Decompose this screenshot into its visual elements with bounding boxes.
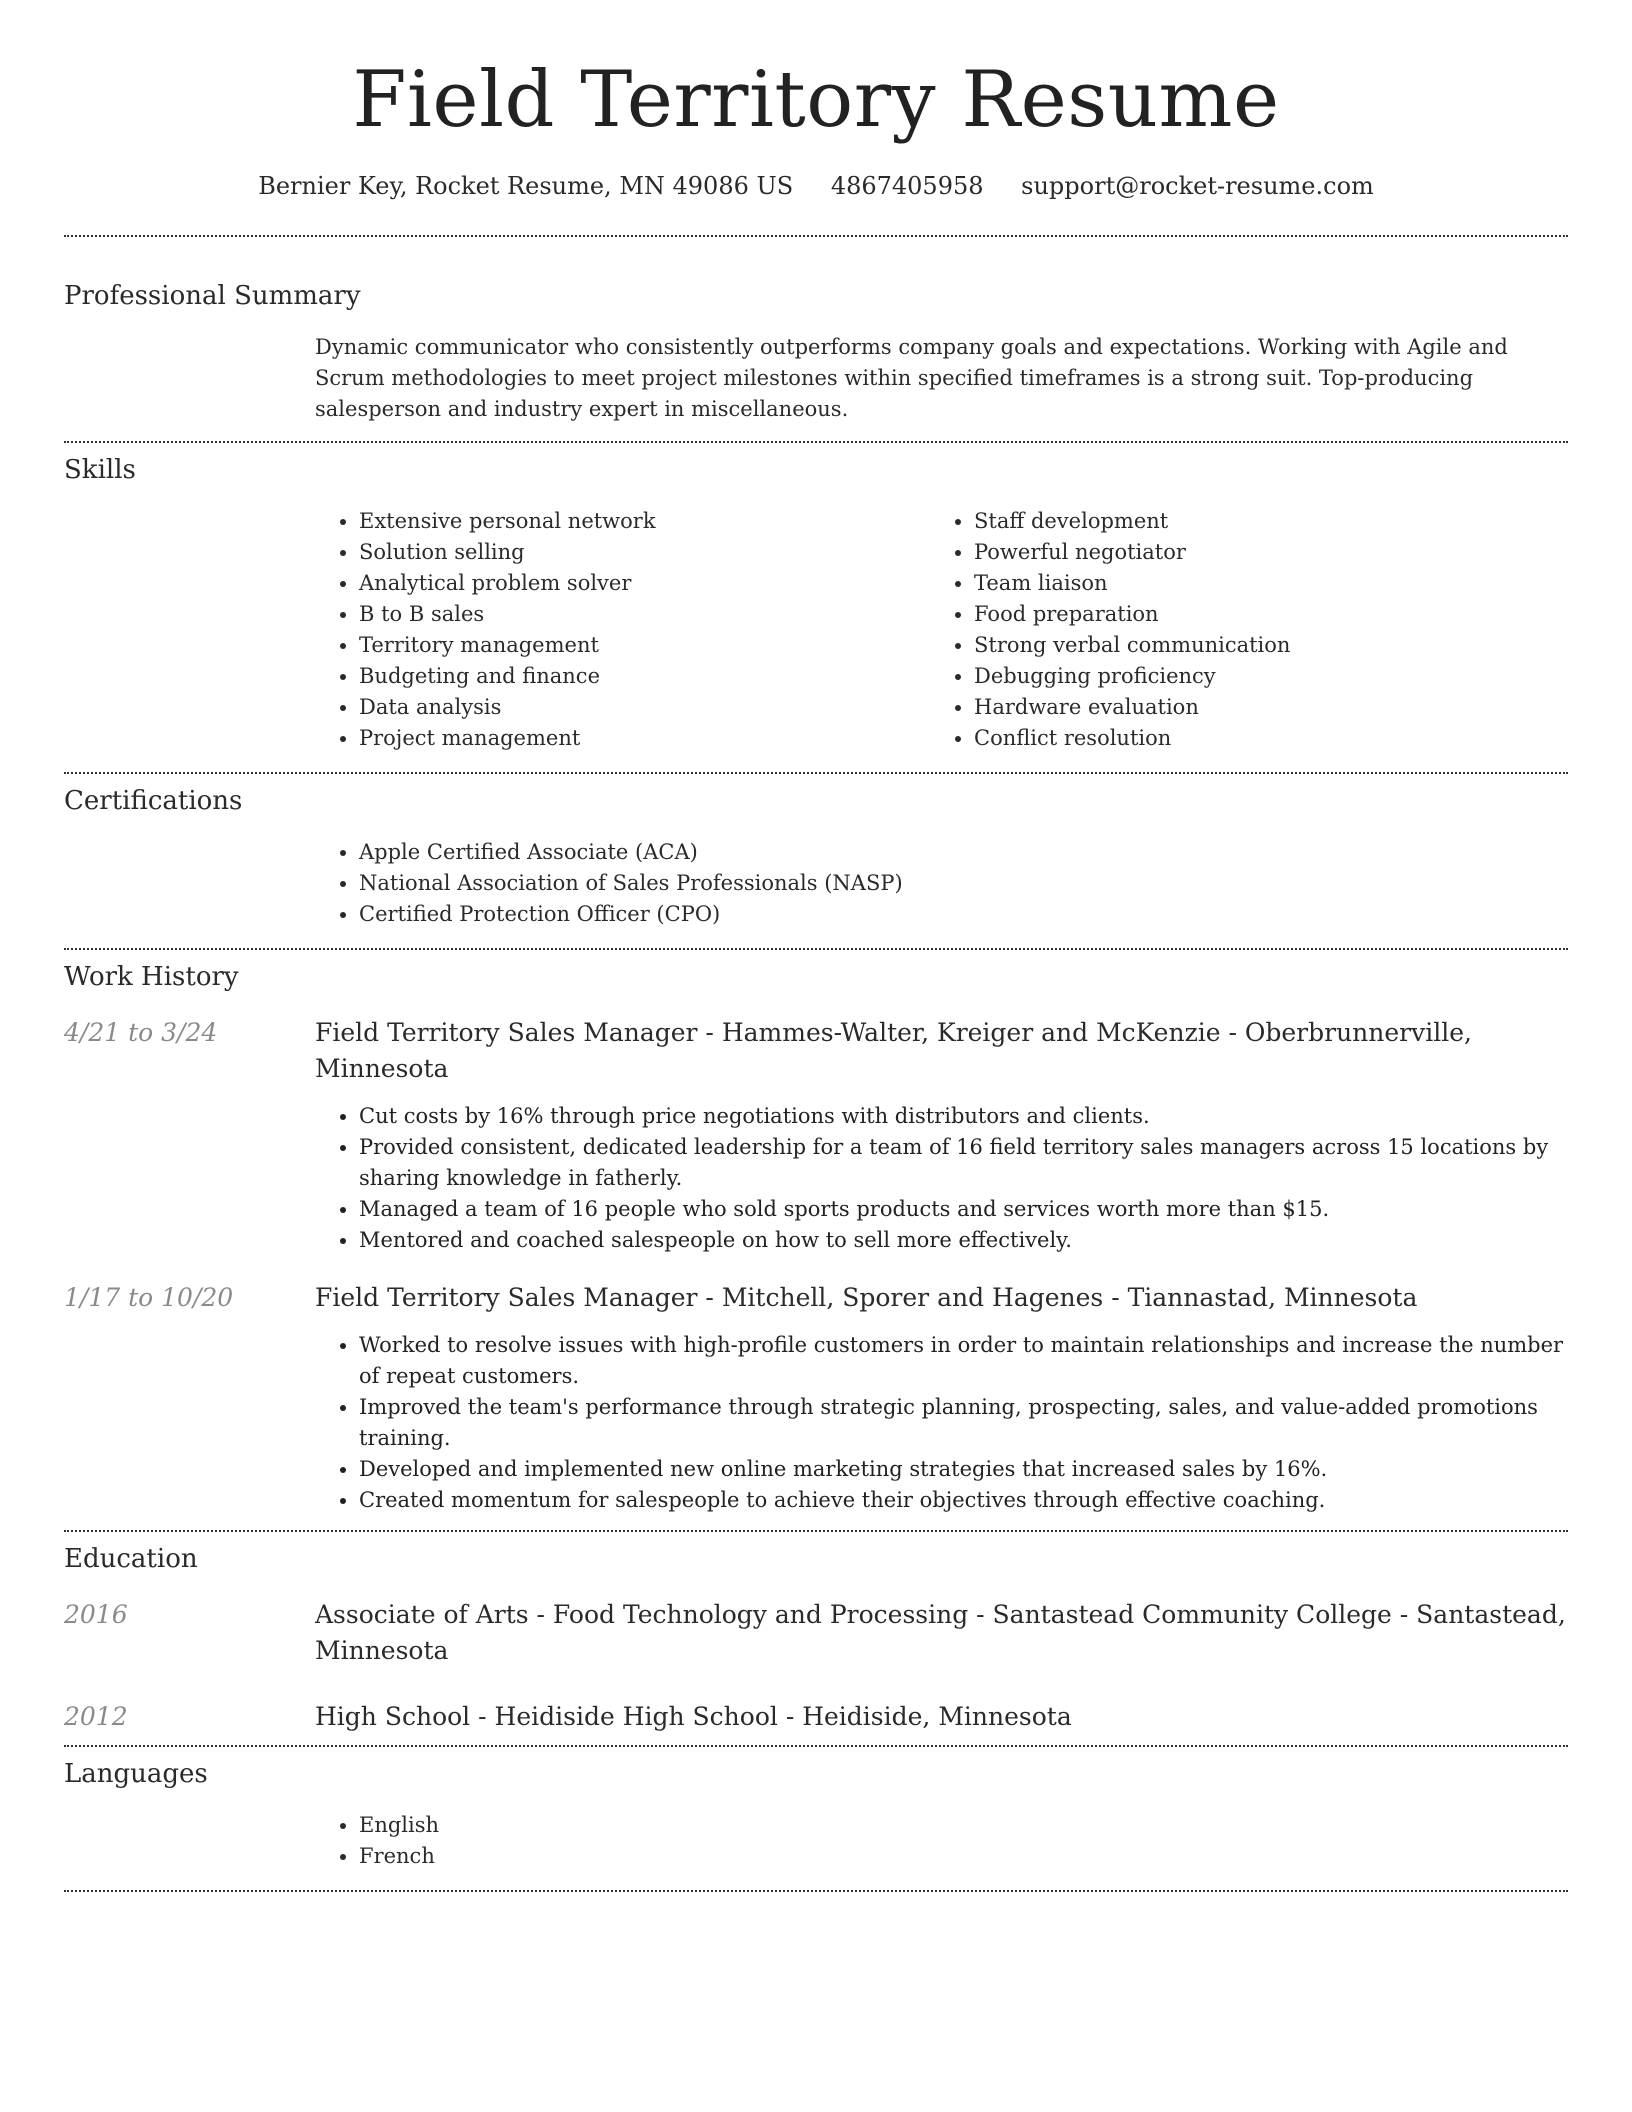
language-item: • French	[359, 1841, 1568, 1872]
job-employer-location: - Mitchell, Sporer and Hagenes - Tiannastad, Minnesota	[697, 1283, 1418, 1312]
skill-item: • Staff development	[974, 506, 1545, 537]
skill-item: • Hardware evaluation	[974, 692, 1545, 723]
certification-item: • National Association of Sales Professionals (NASP)	[359, 868, 1568, 899]
job-bullet: • Cut costs by 16% through price negotiations with distributors and clients.	[359, 1101, 1568, 1132]
education-school-location: - Santastead Community College - Santastead, Minnesota	[315, 1600, 1566, 1665]
language-item: • English	[359, 1810, 1568, 1841]
certification-item: • Certified Protection Officer (CPO)	[359, 899, 1568, 930]
skill-item: • Solution selling	[359, 537, 930, 568]
skill-item: • Conflict resolution	[974, 723, 1545, 754]
section-title-certifications: Certifications	[64, 786, 243, 816]
contact-email[interactable]: support@rocket-resume.com	[1021, 172, 1374, 200]
skill-item: • Debugging proficiency	[974, 661, 1545, 692]
skill-item: • Data analysis	[359, 692, 930, 723]
skill-item: • Analytical problem solver	[359, 568, 930, 599]
job-heading	[315, 1280, 1568, 1316]
education-entry	[64, 1699, 1568, 1735]
education-year: 2012	[64, 1702, 128, 1731]
section-title-summary: Professional Summary	[64, 281, 361, 311]
education-content	[315, 1699, 1568, 1735]
education-year: 2016	[64, 1600, 128, 1629]
skill-item: • Food preparation	[974, 599, 1545, 630]
section-certifications	[64, 774, 1568, 948]
resume-header	[64, 0, 1568, 202]
education-content	[315, 1597, 1568, 1669]
skills-grid	[315, 506, 1568, 754]
section-title-skills: Skills	[64, 455, 136, 485]
section-title-languages: Languages	[64, 1759, 208, 1789]
languages-list	[315, 1810, 1568, 1872]
job-heading	[315, 1015, 1568, 1087]
section-education	[64, 1532, 1568, 1745]
section-languages	[64, 1747, 1568, 1890]
section-title-work-history: Work History	[64, 962, 239, 992]
summary-text: Dynamic communicator who consistently outperforms company goals and expectations. Working with Agile and Scrum methodologies to meet project milestones within specified timeframes is a strong suit. Top-producing salesperson and industry expert in miscellaneous.	[315, 335, 1508, 421]
skill-item: • Territory management	[359, 630, 930, 661]
job-bullet: • Worked to resolve issues with high-profile customers in order to maintain relationships and increase the number of repeat customers.	[359, 1330, 1568, 1392]
job-employer-location: - Hammes-Walter, Kreiger and McKenzie - Oberbrunnerville, Minnesota	[315, 1018, 1472, 1083]
job-bullet: • Created momentum for salespeople to achieve their objectives through effective coaching.	[359, 1485, 1568, 1516]
job-role: Field Territory Sales Manager	[315, 1018, 698, 1047]
section-skills	[64, 443, 1568, 772]
skill-item: • Team liaison	[974, 568, 1545, 599]
certification-item: • Apple Certified Associate (ACA)	[359, 837, 1568, 868]
job-bullets	[315, 1330, 1568, 1516]
education-school-location: - Heidiside High School - Heidiside, Minnesota	[470, 1702, 1072, 1731]
job-bullets	[315, 1101, 1568, 1256]
divider	[64, 1890, 1568, 1892]
job-bullet: • Managed a team of 16 people who sold sports products and services worth more than $15.	[359, 1194, 1568, 1225]
section-work-history	[64, 950, 1568, 1530]
certifications-list	[315, 837, 1568, 930]
resume-title: Field Territory Resume	[352, 55, 1280, 145]
job-content	[315, 1015, 1568, 1256]
skill-item: • Project management	[359, 723, 930, 754]
skill-item: • B to B sales	[359, 599, 930, 630]
section-title-education: Education	[64, 1544, 198, 1574]
education-heading	[315, 1597, 1568, 1669]
job-content	[315, 1280, 1568, 1516]
skill-item: • Budgeting and finance	[359, 661, 930, 692]
contact-phone: 4867405958	[830, 172, 984, 200]
skill-item: • Extensive personal network	[359, 506, 930, 537]
education-degree: Associate of Arts - Food Technology and Processing	[315, 1600, 969, 1629]
job-entry	[64, 1015, 1568, 1256]
job-role: Field Territory Sales Manager	[315, 1283, 698, 1312]
job-entry	[64, 1280, 1568, 1516]
education-heading	[315, 1699, 1568, 1735]
skills-column-left	[315, 506, 930, 754]
contact-address: Bernier Key, Rocket Resume, MN 49086 US	[258, 172, 794, 200]
skills-column-right	[930, 506, 1545, 754]
contact-line	[64, 170, 1568, 202]
job-bullet: • Mentored and coached salespeople on how to sell more effectively.	[359, 1225, 1568, 1256]
job-bullet: • Provided consistent, dedicated leadership for a team of 16 field territory sales managers across 15 locations by sharing knowledge in fatherly.	[359, 1132, 1568, 1194]
job-dates: 4/21 to 3/24	[64, 1018, 218, 1047]
skill-item: • Strong verbal communication	[974, 630, 1545, 661]
education-degree: High School	[315, 1702, 471, 1731]
section-summary	[64, 237, 1568, 441]
job-bullet: • Improved the team's performance through strategic planning, prospecting, sales, and value-added promotions training.	[359, 1392, 1568, 1454]
job-dates: 1/17 to 10/20	[64, 1283, 234, 1312]
skill-item: • Powerful negotiator	[974, 537, 1545, 568]
education-entry	[64, 1597, 1568, 1669]
job-bullet: • Developed and implemented new online marketing strategies that increased sales by 16%.	[359, 1454, 1568, 1485]
